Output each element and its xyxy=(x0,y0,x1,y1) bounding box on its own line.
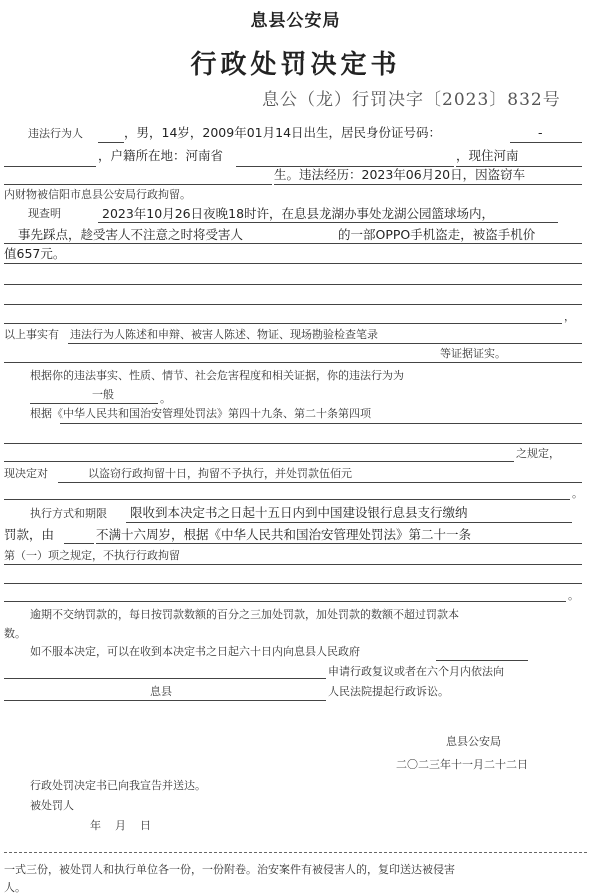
footer-note-line-1: 一式三份，被处罚人和执行单位各一份，一份附卷。治安案件有被侵害人的，复印送达被侵害 xyxy=(4,863,455,876)
decision-label: 现决定对 xyxy=(4,467,48,480)
execution-underline-2 xyxy=(96,543,582,544)
evidence-suffix: 等证据证实。 xyxy=(440,347,506,360)
appeal-court: 息县 xyxy=(150,685,172,698)
facts-line-3: 值657元。 xyxy=(4,246,66,261)
id-number-redacted: - xyxy=(538,125,543,140)
recipient-date: 年 月 日 xyxy=(90,819,151,832)
facts-underline-5 xyxy=(4,304,582,305)
decision-underline-2 xyxy=(4,499,570,500)
footer-divider xyxy=(4,852,587,853)
legal-basis: 根据《中华人民共和国治安管理处罚法》第四十九条、第二十条第四项 xyxy=(30,407,371,420)
delivery-confirmation: 行政处罚决定书已向我宣告并送达。 xyxy=(30,779,206,792)
execution-name-underline xyxy=(64,543,94,544)
decision-underline-1 xyxy=(86,482,582,483)
facts-underline-2 xyxy=(4,243,582,244)
execution-line-3: 第（一）项之规定，不执行行政拘留 xyxy=(4,549,180,562)
execution-underline-4 xyxy=(4,583,582,584)
facts-line-2: 事先踩点，趁受害人不注意之时将受害人 xyxy=(18,227,244,242)
footer-note-line-2: 人。 xyxy=(4,881,26,894)
appeal-line-1: 如不服本决定，可以在收到本决定书之日起六十日内向息县人民政府 xyxy=(30,645,360,658)
document-title: 行政处罚决定书 xyxy=(190,50,401,80)
circumstance-value: 一般 xyxy=(92,388,114,401)
appeal-underline-1 xyxy=(436,660,528,661)
residence-underline-2 xyxy=(4,184,272,185)
offender-label: 违法行为人 xyxy=(28,127,83,140)
name-underline xyxy=(98,142,124,143)
execution-underline-5 xyxy=(4,601,566,602)
id-underline-2 xyxy=(4,166,96,167)
decision-text: 以盗窃行政拘留十日，拘留不予执行，并处罚款伍佰元 xyxy=(88,467,352,480)
execution-label: 执行方式和期限 xyxy=(30,507,107,520)
evidence-underline xyxy=(68,343,582,344)
appeal-line-2: 申请行政复议或者在六个月内依法向 xyxy=(328,665,504,678)
facts-underline-3 xyxy=(4,263,582,264)
signing-agency: 息县公安局 xyxy=(446,735,501,748)
overdue-penalty-line-2: 数。 xyxy=(4,627,26,640)
execution-dot: 。 xyxy=(568,589,579,602)
criminal-history-cont: 内财物被信阳市息县公安局行政拘留。 xyxy=(4,188,191,201)
facts-underline-6 xyxy=(4,323,562,324)
basis-underline-3 xyxy=(4,461,514,462)
appeal-underline-2 xyxy=(4,678,326,679)
circumstance-label: 根据你的违法事实、性质、情节、社会危害程度和相关证据，你的违法行为为 xyxy=(30,369,404,382)
circumstance-underline xyxy=(30,403,158,404)
criminal-history: 生。违法经历：2023年06月20日，因盗窃车 xyxy=(274,167,526,182)
execution-line-1: 限收到本决定书之日起十五日内到中国建设银行息县支行缴纳 xyxy=(130,505,468,520)
signing-date: 二〇二三年十一月二十二日 xyxy=(396,758,528,771)
execution-underline-3 xyxy=(4,564,582,565)
facts-underline-1 xyxy=(98,222,558,223)
facts-line-2b: 的一部OPPO手机盗走，被盗手机价 xyxy=(338,227,536,242)
basis-underline-2 xyxy=(4,443,582,444)
basis-underline-1 xyxy=(60,423,582,424)
facts-underline-4 xyxy=(4,284,582,285)
execution-line-2a: 罚款，由 xyxy=(4,527,55,542)
appeal-line-3: 人民法院提起行政诉讼。 xyxy=(328,685,449,698)
recipient-label: 被处罚人 xyxy=(30,799,74,812)
circumstance-dot: 。 xyxy=(160,392,171,405)
evidence-label: 以上事实有 xyxy=(4,328,59,341)
appeal-underline-3 xyxy=(4,700,326,701)
facts-end-comma: ， xyxy=(564,310,575,323)
evidence-text: 违法行为人陈述和申辩、被害人陈述、物证、现场勘验检查笔录 xyxy=(70,328,378,341)
decision-dot: 。 xyxy=(572,487,583,500)
residence-label: ，现住河南 xyxy=(456,148,519,163)
history-underline xyxy=(274,184,582,185)
execution-line-2b: 不满十六周岁，根据《中华人民共和国治安管理处罚法》第二十一条 xyxy=(96,527,472,542)
offender-basic-info: ，男，14岁，2009年01月14日出生，居民身份证号码： xyxy=(124,125,442,140)
execution-underline-1 xyxy=(126,522,572,523)
id-underline xyxy=(510,142,582,143)
agency-name: 息县公安局 xyxy=(250,11,341,31)
document-number: 息公（龙）行罚决字〔2023〕832号 xyxy=(262,90,561,110)
facts-label: 现查明 xyxy=(28,207,61,220)
evidence-underline-2 xyxy=(4,362,582,363)
decision-name-underline xyxy=(58,482,86,483)
household-registration: ，户籍所在地：河南省 xyxy=(98,148,224,163)
basis-suffix: 之规定， xyxy=(516,447,560,460)
overdue-penalty-line-1: 逾期不交纳罚款的，每日按罚款数额的百分之三加处罚款，加处罚款的数额不超过罚款本 xyxy=(30,608,459,621)
facts-line-1: 2023年10月26日夜晚18时许，在息县龙湖办事处龙湖公园篮球场内， xyxy=(102,206,495,221)
